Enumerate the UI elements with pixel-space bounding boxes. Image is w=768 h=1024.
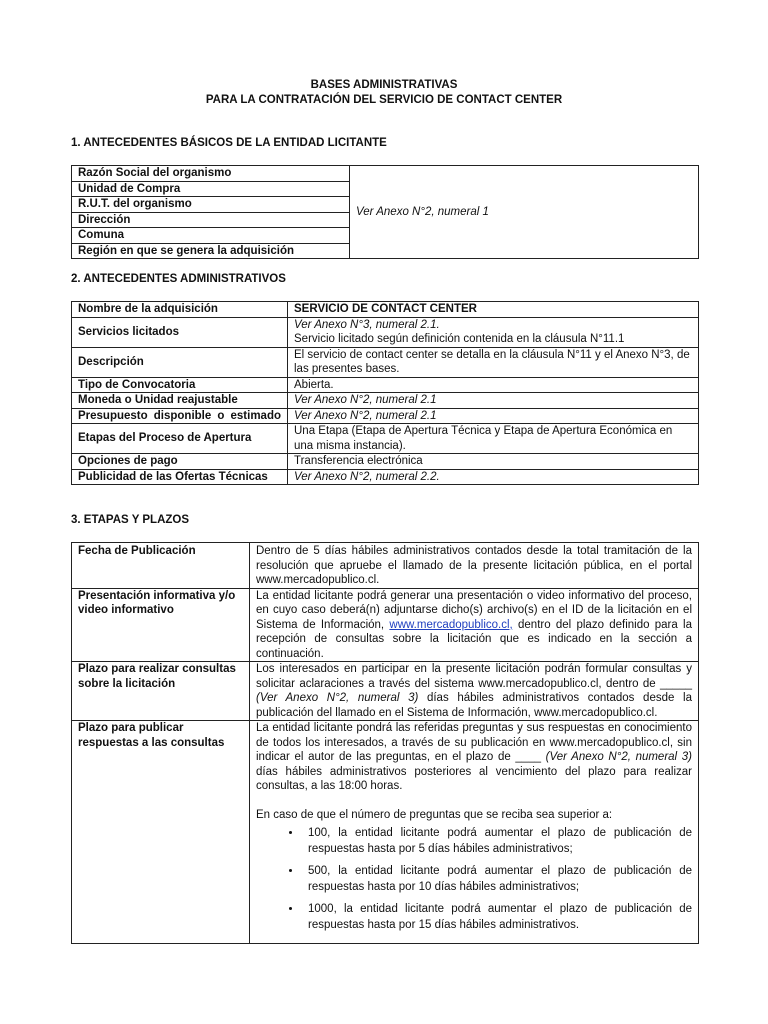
list-item: • 100, la entidad licitante podrá aumentar el plazo de publicación de respuestas hasta por 5 días hábiles administrativos; — [302, 825, 692, 857]
presentacion-label: Presentación informativa y/o video informativo — [72, 588, 250, 662]
servicios-value — [288, 317, 699, 347]
servicios-value-line2: Servicio licitado según definición contenida en la cláusula N°11.1 — [294, 333, 625, 345]
row-razon-social: Razón Social del organismo — [72, 166, 350, 182]
consultas-italic: (Ver Anexo N°2, numeral 3) — [256, 692, 419, 704]
list-item: • 1000, la entidad licitante podrá aumentar el plazo de publicación de respuestas hasta por 15 días hábiles administrativos. — [302, 901, 692, 933]
fecha-label: Fecha de Publicación — [72, 543, 250, 589]
row-direccion: Dirección — [72, 212, 350, 228]
section-3-heading: 3. ETAPAS Y PLAZOS — [71, 514, 190, 526]
respuestas-text-2: días hábiles administrativos posteriores al vencimiento del plazo para realizar consultas, a las 18:00 horas. — [256, 765, 692, 792]
presupuesto-value: Ver Anexo N°2, numeral 2.1 — [288, 408, 699, 424]
servicios-label: Servicios licitados — [72, 317, 288, 347]
section-2-heading: 2. ANTECEDENTES ADMINISTRATIVOS — [71, 273, 286, 285]
etapas-value: Una Etapa (Etapa de Apertura Técnica y Etapa de Apertura Económica en una misma instancia). — [288, 424, 699, 454]
section-1-heading: 1. ANTECEDENTES BÁSICOS DE LA ENTIDAD LICITANTE — [71, 137, 387, 149]
document-title — [0, 78, 768, 108]
respuestas-italic: (Ver Anexo N°2, numeral 3) — [545, 751, 692, 763]
respuestas-text-1: La entidad licitante pondrá las referidas preguntas y sus respuestas en conocimiento de todos los interesados, a través de su publicación en www.mercadopublico.cl, sin indicar el autor de las preguntas, en el plazo de ____ — [256, 722, 692, 763]
etapas-label: Etapas del Proceso de Apertura — [72, 424, 288, 454]
section-3-table — [71, 542, 699, 944]
presentacion-text-2: dentro del plazo definido para la recepción de consultas sobre la licitación que es indicado en la sección a continuación. — [256, 618, 692, 660]
fecha-value: Dentro de 5 días hábiles administrativos contados desde la total tramitación de la resolución que apruebe el llamado de la presente licitación pública, en el portal www.mercadopublico.cl. — [250, 543, 699, 589]
consultas-text-1: Los interesados en participar en la presente licitación podrán formular consultas y solicitar aclaraciones a través del sistema www.mercadopublico.cl, dentro de _____ — [256, 663, 692, 690]
tipo-label: Tipo de Convocatoria — [72, 377, 288, 393]
descripcion-value: El servicio de contact center se detalla en la cláusula N°11 y el Anexo N°3, de las presentes bases. — [288, 347, 699, 377]
consultas-label: Plazo para realizar consultas sobre la licitación — [72, 662, 250, 721]
moneda-label: Moneda o Unidad reajustable — [72, 393, 288, 409]
list-item: • 500, la entidad licitante podrá aumentar el plazo de publicación de respuestas hasta por 10 días hábiles administrativos; — [302, 863, 692, 895]
row-unidad-compra: Unidad de Compra — [72, 181, 350, 197]
nombre-value: SERVICIO DE CONTACT CENTER — [288, 302, 699, 318]
presentacion-text-1: La entidad licitante podrá generar una presentación o video informativo del proceso, en cuyo caso deberá(n) adjuntarse dicho(s) archivo(s) en el ID de la licitación en el Sistema de Información, — [256, 589, 692, 631]
respuestas-bullet-list — [256, 825, 692, 933]
consultas-text-2: días hábiles administrativos contados desde la publicación del llamado en el Sistema de Información, www.mercadopublico.cl. — [256, 692, 692, 719]
presupuesto-label — [72, 408, 288, 424]
mercadopublico-link[interactable]: www.mercadopublico.cl, — [389, 618, 513, 631]
servicios-value-line1: Ver Anexo N°3, numeral 2.1. — [294, 318, 440, 331]
section-1-table — [71, 165, 699, 259]
respuestas-paragraph — [256, 721, 692, 794]
respuestas-value — [250, 721, 699, 944]
presentacion-value — [250, 588, 699, 662]
row-comuna: Comuna — [72, 228, 350, 244]
section-1-value: Ver Anexo N°2, numeral 1 — [350, 166, 699, 259]
moneda-value: Ver Anexo N°2, numeral 2.1 — [288, 393, 699, 409]
row-rut: R.U.T. del organismo — [72, 197, 350, 213]
title-line-1: BASES ADMINISTRATIVAS — [310, 79, 458, 91]
consultas-value — [250, 662, 699, 721]
pago-value: Transferencia electrónica — [288, 454, 699, 470]
descripcion-label: Descripción — [72, 347, 288, 377]
publicidad-label: Publicidad de las Ofertas Técnicas — [72, 469, 288, 485]
title-line-2: PARA LA CONTRATACIÓN DEL SERVICIO DE CONTACT CENTER — [205, 94, 563, 106]
row-region: Región en que se genera la adquisición — [72, 243, 350, 259]
respuestas-label: Plazo para publicar respuestas a las consultas — [72, 721, 250, 944]
nombre-label: Nombre de la adquisición — [72, 302, 288, 318]
pago-label: Opciones de pago — [72, 454, 288, 470]
respuestas-intro: En caso de que el número de preguntas que se reciba sea superior a: — [256, 808, 613, 821]
publicidad-value: Ver Anexo N°2, numeral 2.2. — [288, 469, 699, 485]
presupuesto-label-text: Presupuesto disponible o estimado — [78, 409, 281, 422]
section-2-table — [71, 301, 699, 485]
tipo-value: Abierta. — [288, 377, 699, 393]
